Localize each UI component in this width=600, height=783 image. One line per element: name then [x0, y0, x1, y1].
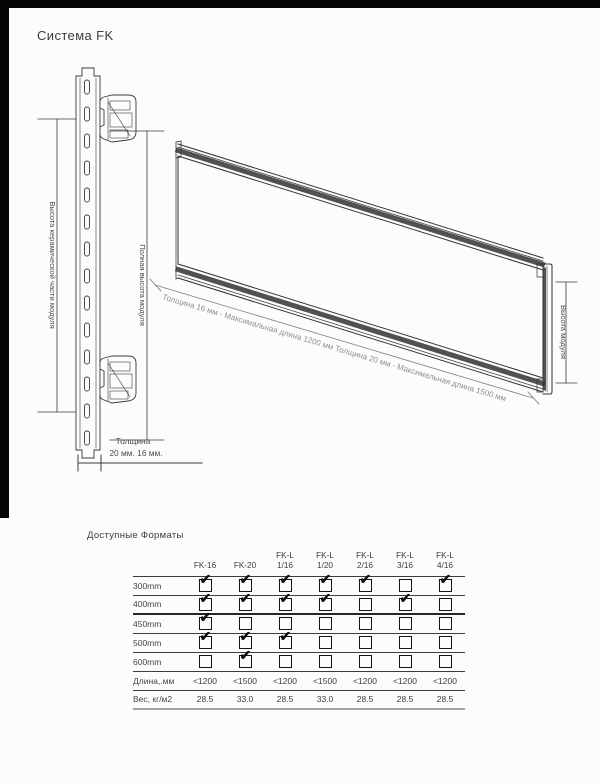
- checkbox-unchecked: [319, 617, 332, 630]
- cell-500mm-fk-l-2-16: [345, 633, 385, 652]
- page-title: Система FK: [37, 28, 114, 43]
- length-row-value-fk-16: <1200: [193, 675, 217, 686]
- dim-label-module-height: Высота модуля: [559, 304, 568, 360]
- module-face: [176, 156, 543, 378]
- checkbox-unchecked: [439, 617, 452, 630]
- size-row-label: 300mm: [133, 580, 162, 591]
- checkbox-checked: [199, 628, 212, 649]
- checkbox-unchecked: [359, 598, 372, 611]
- checkbox-unchecked: [359, 655, 372, 668]
- checkbox-checked: [319, 589, 332, 611]
- size-row-600mm: [133, 652, 465, 671]
- cell-600mm-fk-l-1-16: [265, 652, 305, 671]
- cell-500mm-fk-l-4-16: [425, 633, 465, 652]
- checkmark-icon: ✔: [399, 589, 412, 606]
- column-header-line1: FK-L: [436, 551, 454, 560]
- size-row-label: 450mm: [133, 618, 162, 629]
- checkmark-icon: ✔: [199, 609, 212, 626]
- cell-450mm-fk-l-4-16: [425, 614, 465, 633]
- cell-500mm-fk-l-1-20: [305, 633, 345, 652]
- length-row-value-fk-l-4-16: <1200: [433, 675, 457, 686]
- size-row-label: 400mm: [133, 599, 162, 610]
- length-row-value-fk-l-3-16: <1200: [393, 675, 417, 686]
- checkmark-icon: ✔: [199, 571, 212, 587]
- weight-row-value-fk-l-1-20: 33.0: [316, 694, 334, 705]
- checkbox-unchecked: [279, 655, 292, 668]
- weight-row-label: Вес, кг/м2: [133, 694, 173, 705]
- length-row-value-fk-l-1-20: <1500: [313, 675, 337, 686]
- length-row-label: Длина,.мм: [133, 675, 175, 686]
- module-end-profile: [537, 264, 552, 394]
- column-header-line1: FK-L: [396, 551, 414, 560]
- checkbox-unchecked: [319, 636, 332, 649]
- checkmark-icon: ✔: [319, 589, 332, 606]
- weight-row: [133, 690, 465, 709]
- rail-slots: [85, 80, 90, 445]
- module-isometric-drawing: [148, 138, 588, 430]
- checkmark-icon: ✔: [319, 571, 332, 587]
- checkbox-unchecked: [359, 636, 372, 649]
- weight-row-value-fk-20: 33.0: [236, 694, 254, 705]
- checkmark-icon: ✔: [279, 589, 292, 606]
- checkmark-icon: ✔: [199, 589, 212, 606]
- checkbox-checked: [279, 589, 292, 611]
- formats-header-empty: [133, 551, 185, 576]
- cell-500mm-fk-l-3-16: [385, 633, 425, 652]
- scan-edge-top: [0, 0, 600, 8]
- checkbox-unchecked: [199, 655, 212, 668]
- checkbox-checked: [239, 589, 252, 611]
- cell-600mm-fk-l-3-16: [385, 652, 425, 671]
- dim-label-thickness-values: 20 мм. 16 мм.: [109, 448, 163, 458]
- length-row-value-fk-l-1-16: <1200: [273, 675, 297, 686]
- length-row-value-fk-20: <1500: [233, 675, 257, 686]
- cell-500mm-fk-l-1-16: [265, 628, 305, 652]
- mounting-clip-bottom: [100, 356, 136, 403]
- formats-table: [133, 551, 465, 710]
- cell-400mm-fk-l-1-16: [265, 589, 305, 614]
- checkbox-unchecked: [399, 636, 412, 649]
- dim-label-full-height: Полная высота модуля: [138, 244, 147, 326]
- size-row-label: 500mm: [133, 637, 162, 648]
- cell-300mm-fk-l-2-16: [345, 571, 385, 595]
- dim-max-length: [150, 279, 539, 404]
- formats-header-row: [133, 551, 465, 576]
- weight-row-value-fk-l-3-16: 28.5: [396, 694, 414, 705]
- size-row-500mm: [133, 633, 465, 652]
- cell-600mm-fk-16: [185, 652, 225, 671]
- checkbox-unchecked: [399, 617, 412, 630]
- cell-450mm-fk-l-3-16: [385, 614, 425, 633]
- mounting-clip: [100, 95, 136, 142]
- dim-label-thickness-title: Толщина: [115, 436, 151, 446]
- checkbox-checked: [439, 571, 452, 592]
- module-bottom-rail: [176, 264, 543, 392]
- size-row-label: 600mm: [133, 656, 162, 667]
- column-header-line2: 1/20: [317, 561, 333, 571]
- weight-row-value-fk-l-1-16: 28.5: [276, 694, 294, 705]
- checkbox-checked: [399, 589, 412, 611]
- length-row-value-fk-l-2-16: <1200: [353, 675, 377, 686]
- cell-600mm-fk-l-1-20: [305, 652, 345, 671]
- cell-400mm-fk-l-4-16: [425, 595, 465, 614]
- checkbox-unchecked: [439, 598, 452, 611]
- checkbox-checked: [359, 571, 372, 592]
- column-header-line2: 1/16: [277, 561, 293, 571]
- cell-600mm-fk-20: [225, 647, 265, 671]
- cell-600mm-fk-l-2-16: [345, 652, 385, 671]
- column-header-line2: FK-20: [233, 561, 257, 571]
- dim-label-max-length: Толщина 16 мм - Максимальная длина 1200 мм Толщина 20 мм - Максимальная длина 1500 мм: [161, 292, 508, 404]
- scan-edge-left: [0, 0, 9, 518]
- size-row-300mm: [133, 576, 465, 595]
- cell-400mm-fk-l-2-16: [345, 595, 385, 614]
- checkmark-icon: ✔: [239, 589, 252, 606]
- column-header-line1: FK-L: [276, 551, 294, 560]
- checkbox-unchecked: [439, 655, 452, 668]
- column-header-fk-l-3-16: [385, 551, 425, 576]
- weight-row-value-fk-16: 28.5: [196, 694, 214, 705]
- column-header-line2: FK-16: [193, 561, 217, 571]
- checkmark-icon: ✔: [239, 571, 252, 587]
- checkmark-icon: ✔: [239, 647, 252, 663]
- checkmark-icon: ✔: [279, 571, 292, 587]
- checkmark-icon: ✔: [199, 628, 212, 644]
- size-row-400mm: [133, 595, 465, 614]
- checkbox-unchecked: [399, 655, 412, 668]
- weight-row-value-fk-l-2-16: 28.5: [356, 694, 374, 705]
- checkmark-icon: ✔: [279, 628, 292, 644]
- cell-400mm-fk-20: [225, 589, 265, 614]
- column-header-line2: 4/16: [437, 561, 453, 571]
- column-header-line2: 3/16: [397, 561, 413, 571]
- cell-300mm-fk-l-4-16: [425, 571, 465, 595]
- formats-title: Доступные Форматы: [87, 530, 184, 541]
- column-header-line1: FK-L: [356, 551, 374, 560]
- checkbox-unchecked: [319, 655, 332, 668]
- size-row-450mm: [133, 614, 465, 633]
- checkbox-unchecked: [439, 636, 452, 649]
- checkbox-checked: [279, 628, 292, 649]
- checkbox-checked: [239, 647, 252, 668]
- checkbox-unchecked: [359, 617, 372, 630]
- module-top-rail: [176, 141, 543, 270]
- weight-row-value-fk-l-4-16: 28.5: [436, 694, 454, 705]
- cell-400mm-fk-l-1-20: [305, 589, 345, 614]
- checkmark-icon: ✔: [239, 628, 252, 644]
- dim-label-ceramic-height: Высота керамической части модуля: [48, 201, 57, 329]
- cell-450mm-fk-l-1-20: [305, 614, 345, 633]
- checkmark-icon: ✔: [439, 571, 452, 587]
- checkmark-icon: ✔: [359, 571, 372, 587]
- length-row: [133, 671, 465, 690]
- cell-600mm-fk-l-4-16: [425, 652, 465, 671]
- cell-450mm-fk-l-2-16: [345, 614, 385, 633]
- cell-400mm-fk-l-3-16: [385, 589, 425, 614]
- column-header-line2: 2/16: [357, 561, 373, 571]
- rail-profile: [76, 68, 100, 458]
- column-header-line1: FK-L: [316, 551, 334, 560]
- cell-500mm-fk-16: [185, 628, 225, 652]
